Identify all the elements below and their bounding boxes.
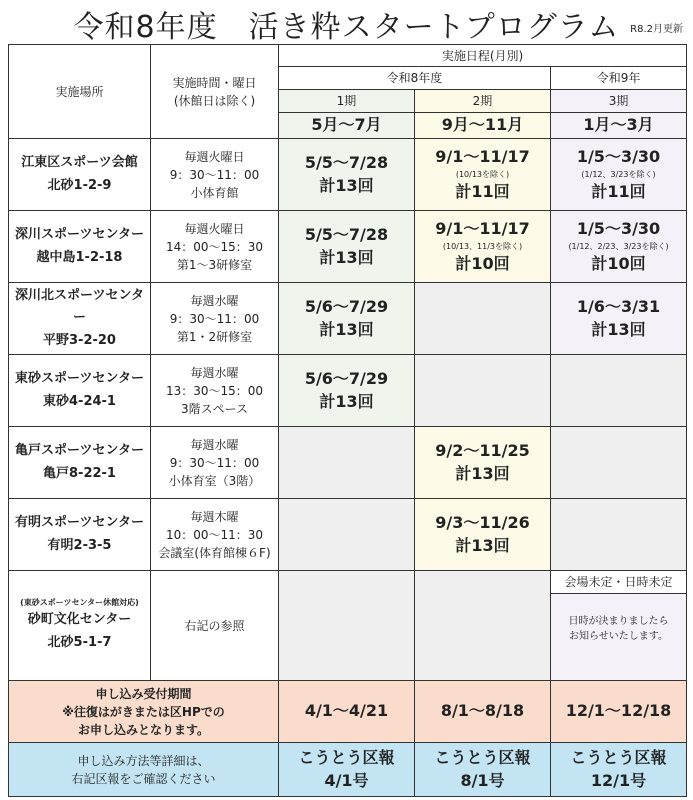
table-row (9, 355, 687, 427)
period-1-cell: 5/5～7/28 計13回 (279, 211, 415, 283)
header-time: 実施時間・曜日 (休館日は除く) (151, 45, 279, 139)
period-2-label: 2期 (415, 90, 551, 113)
page-title: 令和8年度 活き粋スタートプログラム (73, 10, 620, 45)
period-2-cell: 9/2～11/25 計13回 (415, 427, 551, 499)
venue-sunamachi: (東砂スポーツセンター休館対応) 砂町文化センター 北砂5-1-7 (9, 571, 151, 681)
application-period-2: 8/1～8/18 (415, 681, 551, 743)
empty-cell (415, 571, 551, 681)
period-3-months: 1月～3月 (551, 113, 687, 139)
period-1-cell: 5/5～7/28 計13回 (279, 139, 415, 211)
period-2-months: 9月～11月 (415, 113, 551, 139)
empty-cell (415, 355, 551, 427)
table-row (9, 139, 687, 211)
time-day: 毎週水曜 13：30～15：00 3階スペース (151, 355, 279, 427)
period-2-cell: 9/1～11/17 (10/13、11/3を除く) 計10回 (415, 211, 551, 283)
period-1-cell: 5/6～7/29 計13回 (279, 355, 415, 427)
application-period-1: 4/1～4/21 (279, 681, 415, 743)
period-3-cell: 1/5～3/30 (1/12、3/23を除く) 計11回 (551, 139, 687, 211)
time-day: 毎週木曜 10：00～11：30 会議室(体育館棟６F) (151, 499, 279, 571)
time-day: 毎週水曜 9：30～11：00 第1・2研修室 (151, 283, 279, 355)
venue: 有明スポーツセンター 有明2-3-5 (9, 499, 151, 571)
time-day: 毎週火曜日 9：30～11：00 小体育館 (151, 139, 279, 211)
venue: 東砂スポーツセンター 東砂4-24-1 (9, 355, 151, 427)
period-1-label: 1期 (279, 90, 415, 113)
venue: 深川スポーツセンター 越中島1-2-18 (9, 211, 151, 283)
table-row (9, 283, 687, 355)
period-2-cell: 9/1～11/17 (10/13を除く) 計11回 (415, 139, 551, 211)
venue: 亀戸スポーツセンター 亀戸8-22-1 (9, 427, 151, 499)
schedule-table (8, 44, 687, 797)
update-note: R8.2月更新 (630, 24, 683, 35)
venue: 深川北スポーツセンター 平野3-2-20 (9, 283, 151, 355)
application-period-label: 申し込み受付期間 ※往復はがきまたは区HPでの お申し込みとなります。 (9, 681, 279, 743)
info-issue-1: こうとう区報 4/1号 (279, 743, 415, 797)
period-3-cell: 1/6～3/31 計13回 (551, 283, 687, 355)
table-row (9, 499, 687, 571)
header-place: 実施場所 (9, 45, 151, 139)
period-1-months: 5月～7月 (279, 113, 415, 139)
header-schedule: 実施日程(月別) (279, 45, 687, 67)
sunamachi-p3: 会場未定・日時未定 日時が決まりましたら お知らせいたします。 (551, 571, 687, 681)
info-issue-3: こうとう区報 12/1号 (551, 743, 687, 797)
header-r9: 令和9年 (551, 67, 687, 90)
empty-cell (279, 499, 415, 571)
empty-cell (279, 427, 415, 499)
period-2-cell: 9/3～11/26 計13回 (415, 499, 551, 571)
info-label: 申し込み方法等詳細は、 右記区報をご確認ください (9, 743, 279, 797)
empty-cell (551, 355, 687, 427)
info-issue-2: こうとう区報 8/1号 (415, 743, 551, 797)
time-day: 毎週火曜日 14：00～15：30 第1～3研修室 (151, 211, 279, 283)
empty-cell (279, 571, 415, 681)
time-sunamachi: 右記の参照 (151, 571, 279, 681)
venue: 江東区スポーツ会館 北砂1-2-9 (9, 139, 151, 211)
header-r8: 令和8年度 (279, 67, 551, 90)
empty-cell (551, 427, 687, 499)
period-1-cell: 5/6～7/29 計13回 (279, 283, 415, 355)
empty-cell (415, 283, 551, 355)
application-period-3: 12/1～12/18 (551, 681, 687, 743)
empty-cell (551, 499, 687, 571)
period-3-label: 3期 (551, 90, 687, 113)
period-3-cell: 1/5～3/30 (1/12、2/23、3/23を除く) 計10回 (551, 211, 687, 283)
table-row (9, 427, 687, 499)
time-day: 毎週水曜 9：30～11：00 小体育室（3階） (151, 427, 279, 499)
table-row (9, 211, 687, 283)
